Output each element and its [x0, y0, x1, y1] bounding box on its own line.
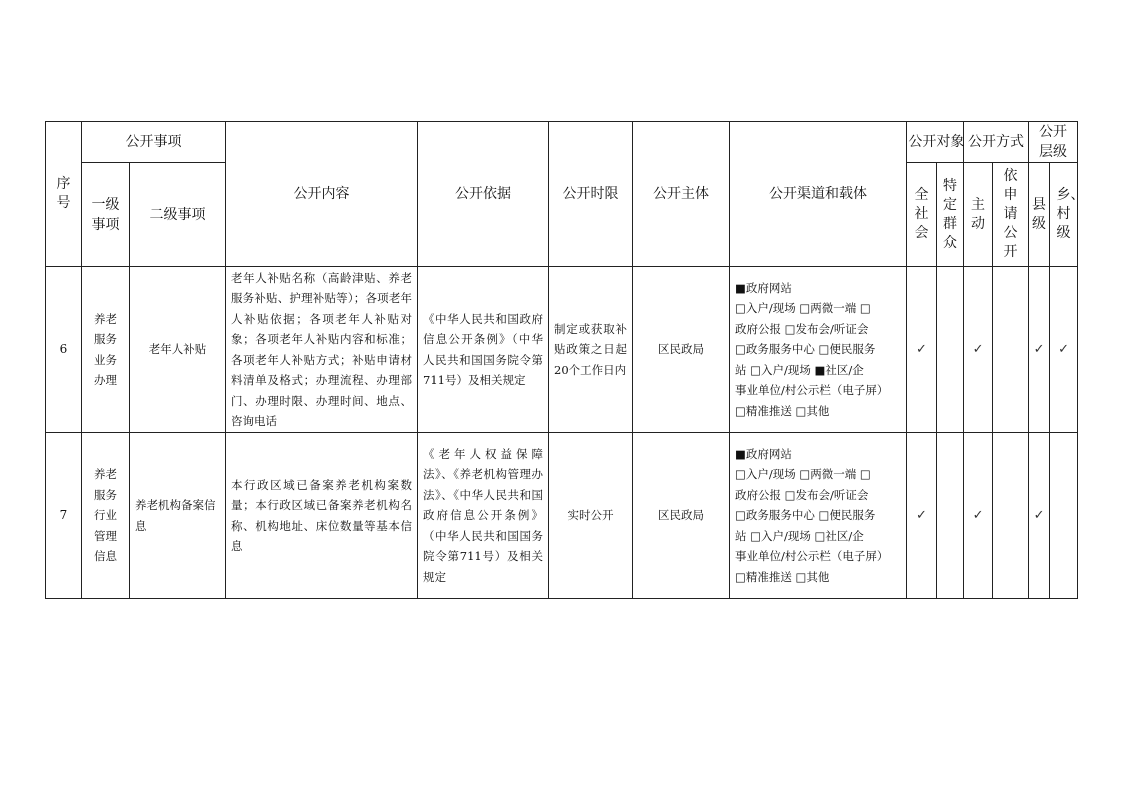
channel-line: □政务服务中心 □便民服务 — [735, 508, 876, 523]
header-level-town: 乡、村级 — [1050, 163, 1078, 267]
channel-line: ■政府网站 — [735, 280, 792, 295]
channel-line: □精准推送 □其他 — [735, 569, 830, 584]
row-channel — [730, 433, 907, 599]
header-method-apply: 依申请公开 — [993, 163, 1029, 267]
row-subject: 区民政局 — [633, 433, 730, 599]
channel-line: □入户/现场 □两微一端 □ — [735, 301, 871, 316]
row-subject: 区民政局 — [633, 267, 730, 433]
channel-line: 政府公报 □发布会/听证会 — [735, 487, 869, 502]
disclosure-table — [45, 121, 1085, 599]
header-public-items: 公开事项 — [82, 122, 226, 163]
header-target-all: 全社会 — [907, 163, 937, 267]
row-content: 老年人补贴名称（高龄津贴、养老服务补贴、护理补贴等）；各项老年人补贴依据；各项老年人补贴对象；各项老年人补贴内容和标准；各项老年人补贴方式；补贴申请材料清单及格式；办理流程、办理部门、办理时限、办理时间、地点、咨询电话 — [226, 267, 418, 433]
header-target: 公开对象 — [907, 122, 964, 163]
row-method-apply-check — [993, 433, 1029, 599]
channel-line: 政府公报 □发布会/听证会 — [735, 321, 869, 336]
row-level-town-check — [1050, 433, 1078, 599]
row-target-all-check: ✓ — [907, 267, 937, 433]
row-level2: 养老机构备案信息 — [130, 433, 226, 599]
table-row — [46, 433, 1078, 599]
header-subject: 公开主体 — [633, 122, 730, 267]
row-basis: 《老年人权益保障法》、《养老机构管理办法》、《中华人民共和国政府信息公开条例》（中华人民共和国国务院令第711号）及相关规定 — [418, 433, 549, 599]
row-level-county-check: ✓ — [1029, 433, 1050, 599]
header-method-active: 主动 — [964, 163, 993, 267]
row-method-apply-check — [993, 267, 1029, 433]
header-level2: 二级事项 — [130, 163, 226, 267]
channel-line: ■政府网站 — [735, 446, 792, 461]
header-target-specific: 特定群众 — [937, 163, 964, 267]
row-basis: 《中华人民共和国政府信息公开条例》（中华人民共和国国务院令第711号）及相关规定 — [418, 267, 549, 433]
channel-line: □精准推送 □其他 — [735, 403, 830, 418]
row-time-limit: 实时公开 — [549, 433, 633, 599]
row-level2: 老年人补贴 — [130, 267, 226, 433]
header-level1: 一级事项 — [82, 163, 130, 267]
row-method-active-check: ✓ — [964, 433, 993, 599]
header-basis: 公开依据 — [418, 122, 549, 267]
header-method: 公开方式 — [964, 122, 1029, 163]
row-channel — [730, 267, 907, 433]
channel-line: □政务服务中心 □便民服务 — [735, 342, 876, 357]
channel-line: 事业单位/村公示栏（电子屏） — [735, 549, 889, 564]
row-level1: 养老服务行业管理信息 — [82, 433, 130, 599]
row-level-town-check: ✓ — [1050, 267, 1078, 433]
header-content: 公开内容 — [226, 122, 418, 267]
channel-line: 站 □入户/现场 ■社区/企 — [735, 362, 864, 377]
header-channel: 公开渠道和载体 — [730, 122, 907, 267]
row-target-specific-check — [937, 433, 964, 599]
row-target-all-check: ✓ — [907, 433, 937, 599]
row-level1: 养老服务业务办理 — [82, 267, 130, 433]
row-time-limit: 制定或获取补贴政策之日起20个工作日内 — [549, 267, 633, 433]
header-level: 公开层级 — [1029, 122, 1078, 163]
header-time-limit: 公开时限 — [549, 122, 633, 267]
row-target-specific-check — [937, 267, 964, 433]
channel-line: □入户/现场 □两微一端 □ — [735, 467, 871, 482]
row-content: 本行政区域已备案养老机构案数量；本行政区域已备案养老机构名称、机构地址、床位数量等基本信息 — [226, 433, 418, 599]
table-row — [46, 267, 1078, 433]
row-seq: 7 — [46, 433, 82, 599]
header-level-county: 县级 — [1029, 163, 1050, 267]
row-level-county-check: ✓ — [1029, 267, 1050, 433]
row-method-active-check: ✓ — [964, 267, 993, 433]
header-seq: 序号 — [46, 122, 82, 267]
channel-line: 站 □入户/现场 □社区/企 — [735, 528, 864, 543]
channel-line: 事业单位/村公示栏（电子屏） — [735, 383, 889, 398]
row-seq: 6 — [46, 267, 82, 433]
